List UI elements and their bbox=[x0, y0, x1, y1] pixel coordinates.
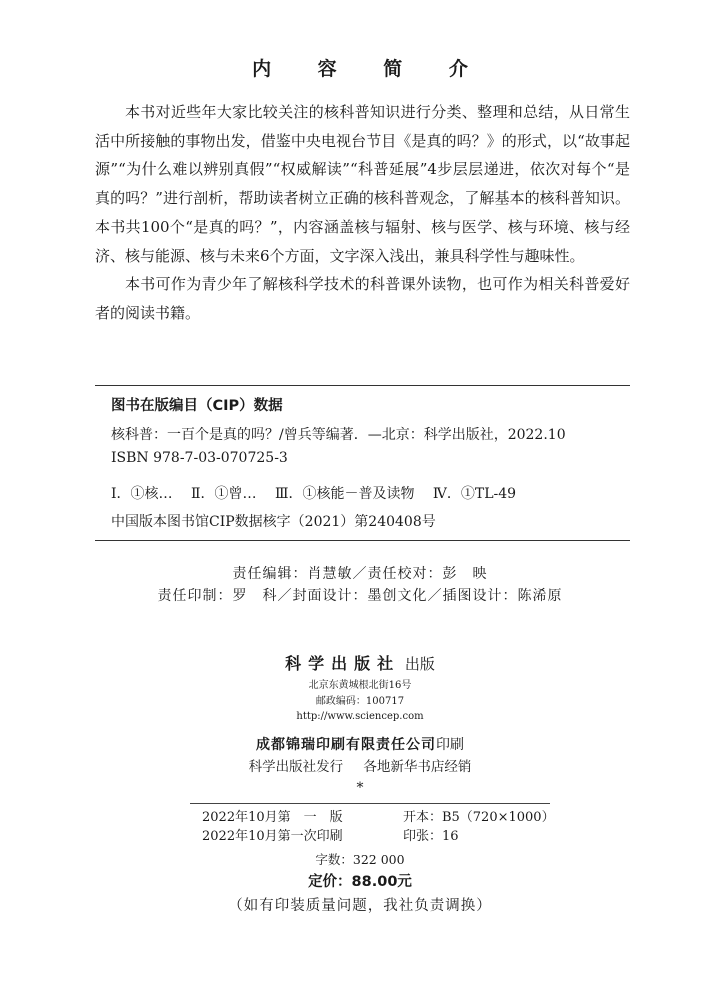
intro-paragraph-2: 本书可作为青少年了解核科学技术的科普课外读物，也可作为相关科普爱好者的阅读书籍。 bbox=[95, 275, 630, 322]
publisher-line bbox=[0, 651, 720, 674]
publisher-url: http://www.sciencep.com bbox=[296, 711, 424, 722]
printer-line bbox=[0, 734, 720, 754]
publisher-address-block bbox=[0, 678, 720, 725]
edition-date: 2022年10月第 一 版 bbox=[202, 810, 343, 825]
publisher-postcode: 邮政编码：100717 bbox=[315, 695, 405, 707]
cip-class-1: Ⅰ．①核… bbox=[111, 486, 173, 502]
publisher-name: 科学出版社 bbox=[285, 654, 401, 673]
cip-class-2: Ⅱ．①曾… bbox=[190, 486, 257, 502]
printing-date: 2022年10月第一次印刷 bbox=[202, 829, 343, 844]
cip-block bbox=[95, 385, 630, 541]
printer-name: 成都锦瑞印刷有限责任公司 bbox=[256, 737, 436, 753]
distribution-line bbox=[0, 755, 720, 775]
cip-classification bbox=[111, 483, 630, 503]
sheets-info: 印张：16 bbox=[402, 829, 459, 844]
cip-record: 中国版本图书馆CIP数据核字（2021）第240408号 bbox=[111, 514, 436, 530]
credits-line-2: 责任印制：罗 科／封面设计：墨创文化／插图设计：陈浠原 bbox=[157, 588, 563, 604]
distribution-seller: 各地新华书店经销 bbox=[363, 759, 472, 775]
edition-info bbox=[190, 803, 555, 846]
publisher-suffix: 出版 bbox=[404, 655, 435, 673]
distribution-issuer: 科学出版社发行 bbox=[248, 759, 344, 775]
word-count: 字数：322 000 bbox=[315, 852, 405, 867]
price: 定价：88.00元 bbox=[308, 874, 412, 890]
cip-heading: 图书在版编目（CIP）数据 bbox=[111, 398, 283, 414]
quality-note: （如有印装质量问题，我社负责调换） bbox=[228, 898, 492, 914]
format-info: 开本：B5（720×1000） bbox=[402, 810, 555, 825]
page-title: 内 容 简 介 bbox=[252, 58, 488, 80]
cip-isbn: ISBN 978-7-03-070725-3 bbox=[111, 450, 288, 466]
intro-paragraph-1: 本书对近些年大家比较关注的核科普知识进行分类、整理和总结，从日常生活中所接触的事物出发，借鉴中央电视台节目《是真的吗？》的形式，以“故事起源”“为什么难以辨别真假”“权威解读”“科普延展”4步层层递进，依次对每个“是真的吗？”进行剖析，帮助读者树立正确的核科普观念，了解基本的核科普知识。本书共100个“是真的吗？”，内容涵盖核与辐射、核与医学、核与环境、核与经济、核与能源、核与未来6个方面，文字深入浅出，兼具科学性与趣味性。 bbox=[95, 103, 630, 265]
cip-class-4: Ⅳ．①TL-49 bbox=[432, 486, 517, 502]
cip-bibliographic: 核科普：一百个是真的吗？/曾兵等编著．—北京：科学出版社，2022.10 bbox=[111, 427, 566, 443]
cip-class-3: Ⅲ．①核能－普及读物 bbox=[274, 486, 415, 502]
intro-section bbox=[95, 98, 630, 328]
credits bbox=[0, 563, 720, 607]
printer-suffix: 印刷 bbox=[436, 737, 464, 753]
publisher-address: 北京东黄城根北街16号 bbox=[308, 680, 412, 691]
separator-star: * bbox=[356, 780, 364, 796]
credits-line-1: 责任编辑：肖慧敏／责任校对：彭 映 bbox=[232, 566, 488, 582]
